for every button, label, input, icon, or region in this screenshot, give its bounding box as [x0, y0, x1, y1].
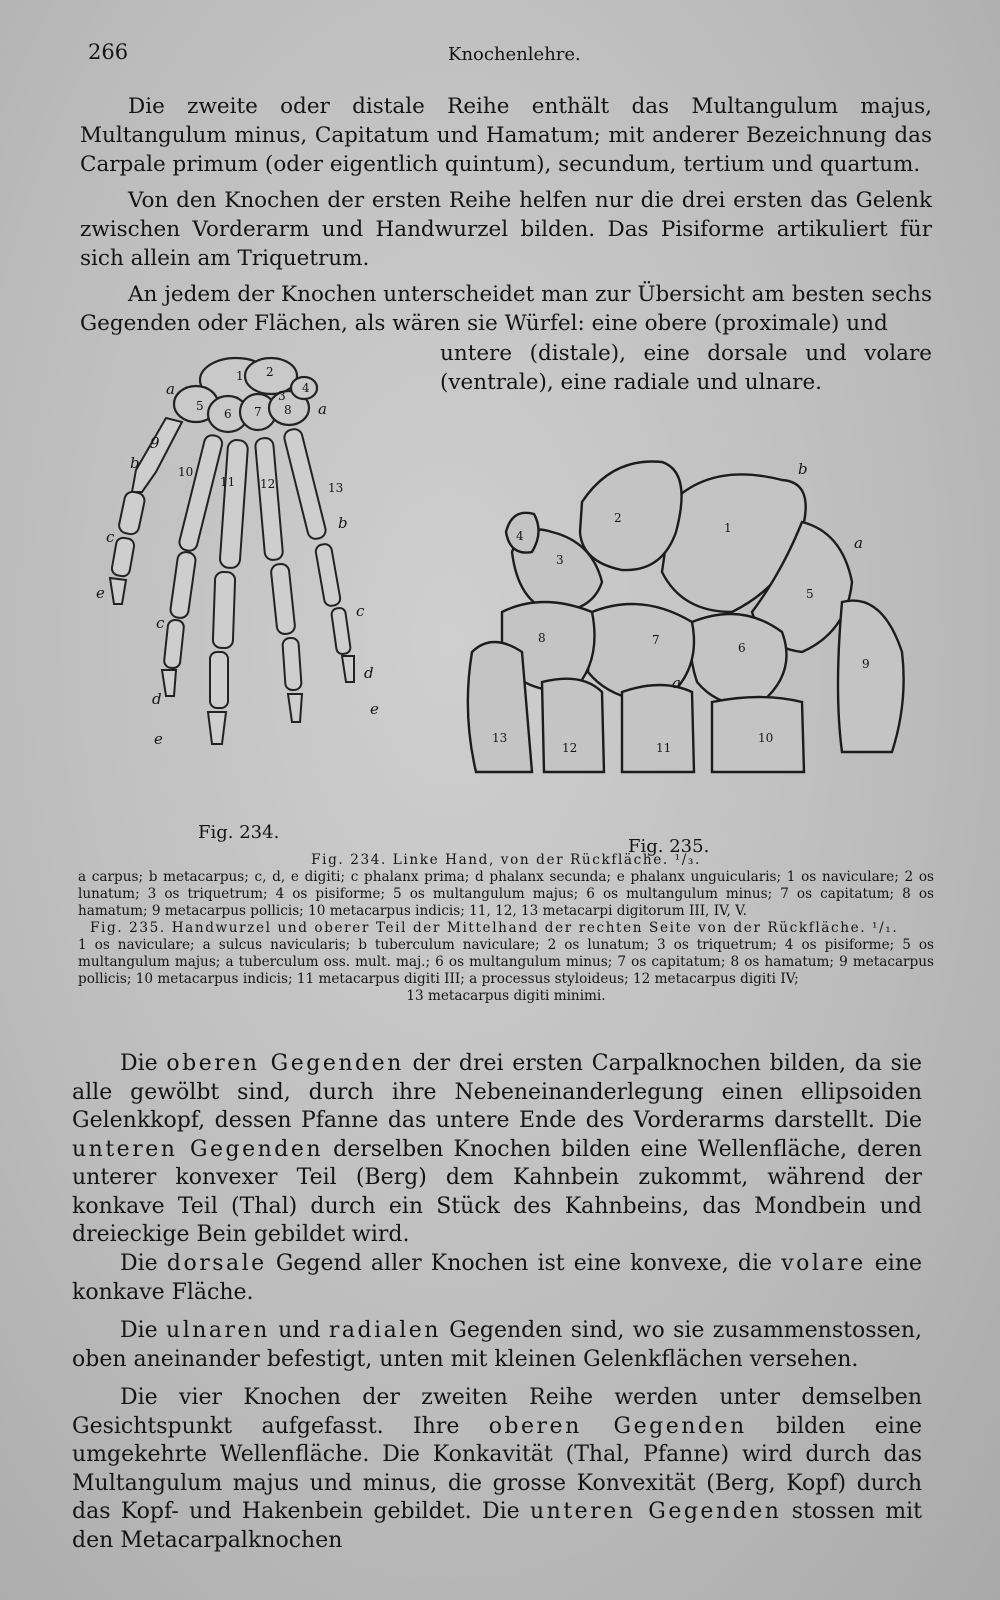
fig234-num-6: 6: [224, 407, 232, 421]
fig234-num-2: 2: [266, 365, 274, 379]
p4-b: bilden eine umgekehrte Wellenfläche. Die Konkavität (Thal, Pfanne) wird durch das Multangulum majus und minus, die grosse Konvexität (Berg, Kopf) durch das Kopf- und Hakenbein gebildet. Die: [72, 1413, 923, 1524]
fig234-label-a-left: a: [166, 380, 175, 398]
p2-rest: eine konkave Fläche.: [72, 1251, 923, 1305]
fig234-num-10: 10: [178, 465, 194, 479]
fig234-num-1: 1: [236, 369, 244, 383]
p2-spaced2: volare: [781, 1251, 866, 1276]
fig234-label-e-right: e: [370, 700, 379, 718]
figure-caption: [78, 852, 934, 1005]
caption-fig235-text: 1 os naviculare; a sulcus navicularis; b tuberculum naviculare; 2 os lunatum; 3 os triquetrum; 4 os pisiforme; 5 os multangulum majus; a tuberculum oss. mult. maj.; 6 os multangulum minus; 7 os capitatum; 8 os hamatum; 9 metacarpus pollicis; 10 metacarpus indicis; 11 metacarpus digiti III; a processus styloideus; 12 metacarpus digiti IV;: [78, 937, 934, 987]
paragraph-distal-row: Die zweite oder distale Reihe enthält das Multangulum majus, Multangulum minus, Capitatum und Hamatum; mit anderer Bezeichnung das Carpale primum (oder eigentlich quintum), secundum, tertium und quartum.: [80, 94, 932, 177]
p3-spaced2: radialen: [328, 1318, 441, 1343]
p1-rest: der drei ersten Carpalknochen bilden, da sie alle gewölbt sind, durch ihre Nebeneinanderlegung einen ellipsoiden Gelenkkopf, dessen Pfanne das untere Ende des Vorderarms darstellt. Die: [72, 1051, 923, 1133]
fig235-num-7: 7: [652, 633, 660, 647]
p3-lead: Die: [120, 1318, 158, 1343]
fig234-num-5: 5: [196, 399, 204, 413]
fig234-label-e-index: e: [154, 730, 163, 748]
fig235-num-8: 8: [538, 631, 546, 645]
carpal-detail-bones: [468, 462, 904, 773]
finger-bones: [110, 418, 354, 744]
p4-c: stossen mit den Metacarpalknochen: [72, 1499, 922, 1553]
p2-mid: Gegend aller Knochen ist eine konvexe, die: [275, 1251, 773, 1276]
p3-mid: und: [278, 1318, 321, 1343]
fig234-label-d-right: d: [364, 664, 374, 682]
fig235-num-11: 11: [656, 741, 672, 755]
fig235-num-6: 6: [738, 641, 746, 655]
fig235-num-5: 5: [806, 587, 814, 601]
fig234-label-c-thumb: c: [106, 528, 115, 546]
fig235-num-12: 12: [562, 741, 578, 755]
fig235-num-1: 1: [724, 521, 732, 535]
fig234-label-d-index: d: [152, 690, 162, 708]
fig234-num-13: 13: [328, 481, 344, 495]
p1-spaced: oberen Gegenden: [166, 1051, 404, 1076]
fig234-label-b-thumb: b: [130, 454, 140, 472]
fig234-label-9: 9: [150, 434, 160, 452]
p3-rest: Gegenden sind, wo sie zusammenstossen, oben aneinander befestigt, unten mit kleinen Gelenkflächen versehen.: [72, 1318, 922, 1372]
paragraph-dorsal: [72, 1250, 922, 1307]
paragraph-upper-regions: [72, 1050, 922, 1250]
paragraph-six-regions: An jedem der Knochen unterscheidet man zur Übersicht am besten sechs Gegenden oder Flächen, als wären sie Würfel: eine obere (proximale) und: [80, 282, 932, 336]
p1-rest2: derselben Knochen bilden eine Wellenfläche, deren unterer konvexer Teil (Berg) dem Kahnbein zukommt, während der konkave Teil (Thal) durch ein Stück des Kahnbeins, das Mondbein und dreieckige Bein gebildet wird.: [72, 1136, 922, 1247]
fig235-num-3: 3: [556, 553, 564, 567]
figure-234-label: Fig. 234.: [198, 822, 280, 843]
paragraph-first-row: Von den Knochen der ersten Reihe helfen nur die drei ersten das Gelenk zwischen Vorderarm und Handwurzel bilden. Das Pisiforme artikuliert für sich allein am Triquetrum.: [80, 188, 932, 271]
p2-spaced: dorsale: [166, 1251, 267, 1276]
fig234-num-8: 8: [284, 403, 292, 417]
fig234-label-b-right: b: [338, 514, 348, 532]
fig235-num-13: 13: [492, 731, 508, 745]
fig235-num-10: 10: [758, 731, 774, 745]
figure-234-hand-skeleton: [96, 352, 396, 792]
p4-spaced: oberen Gegenden: [488, 1413, 747, 1439]
fig235-num-4: 4: [516, 529, 524, 543]
fig234-num-4: 4: [302, 381, 310, 395]
p4-a: Die vier Knochen der zweiten Reihe werden unter demselben Gesichtspunkt aufgefasst. Ihre: [72, 1385, 922, 1439]
paragraph-six-regions-cont: untere (distale), eine dorsale und volare (ventrale), eine radiale und ulnare.: [440, 341, 932, 395]
p1-spaced2: unteren Gegenden: [72, 1136, 324, 1162]
caption-fig235-last: 13 metacarpus digiti minimi.: [406, 988, 606, 1004]
fig234-label-c-index: c: [156, 614, 165, 632]
p1-lead: Die: [120, 1051, 158, 1076]
fig234-label-c-right: c: [356, 602, 365, 620]
fig234-num-7: 7: [254, 405, 262, 419]
paragraph-second-row: [72, 1384, 922, 1555]
p4-spaced2: unteren Gegenden: [530, 1499, 782, 1524]
page-header: [88, 40, 928, 70]
fig234-label-a-right: a: [318, 400, 327, 418]
caption-fig234-text: a carpus; b metacarpus; c, d, e digiti; c phalanx prima; d phalanx secunda; e phalanx unguicularis; 1 os naviculare; 2 os lunatum; 3 os triquetrum; 4 os pisiforme; 5 os multangulum majus; 6 os multangulum minus; 7 os capitatum; 8 os hamatum; 9 metacarpus pollicis; 10 metacarpus indicis; 11, 12, 13 metacarpi digitorum III, IV, V.: [78, 869, 934, 919]
page-number: 266: [88, 40, 129, 64]
paragraph-ulnar-radial: [72, 1317, 922, 1374]
p2-lead: Die: [120, 1251, 158, 1276]
fig235-num-2: 2: [614, 511, 622, 525]
fig234-label-e-thumb: e: [96, 584, 105, 602]
fig235-num-9: 9: [862, 657, 870, 671]
figure-235-carpus-detail: [462, 452, 922, 802]
caption-fig234-title: Fig. 234. Linke Hand, von der Rückfläche. ¹/₃.: [311, 852, 701, 868]
caption-fig235-title: Fig. 235. Handwurzel und oberer Teil der Mittelhand der rechten Seite von der Rückfläche. ¹/₁.: [90, 920, 899, 936]
fig234-num-11: 11: [220, 475, 236, 489]
carpal-bones: [174, 358, 317, 432]
p3-spaced: ulnaren: [166, 1318, 270, 1343]
fig234-num-3: 3: [278, 389, 286, 403]
fig235-label-a-bottom: a: [672, 674, 681, 692]
running-head: Knochenlehre.: [448, 44, 581, 65]
fig235-label-a-right: a: [854, 534, 863, 552]
figure-235-label: Fig. 235.: [628, 836, 710, 857]
fig235-label-b: b: [798, 460, 808, 478]
fig234-num-12: 12: [260, 477, 276, 491]
